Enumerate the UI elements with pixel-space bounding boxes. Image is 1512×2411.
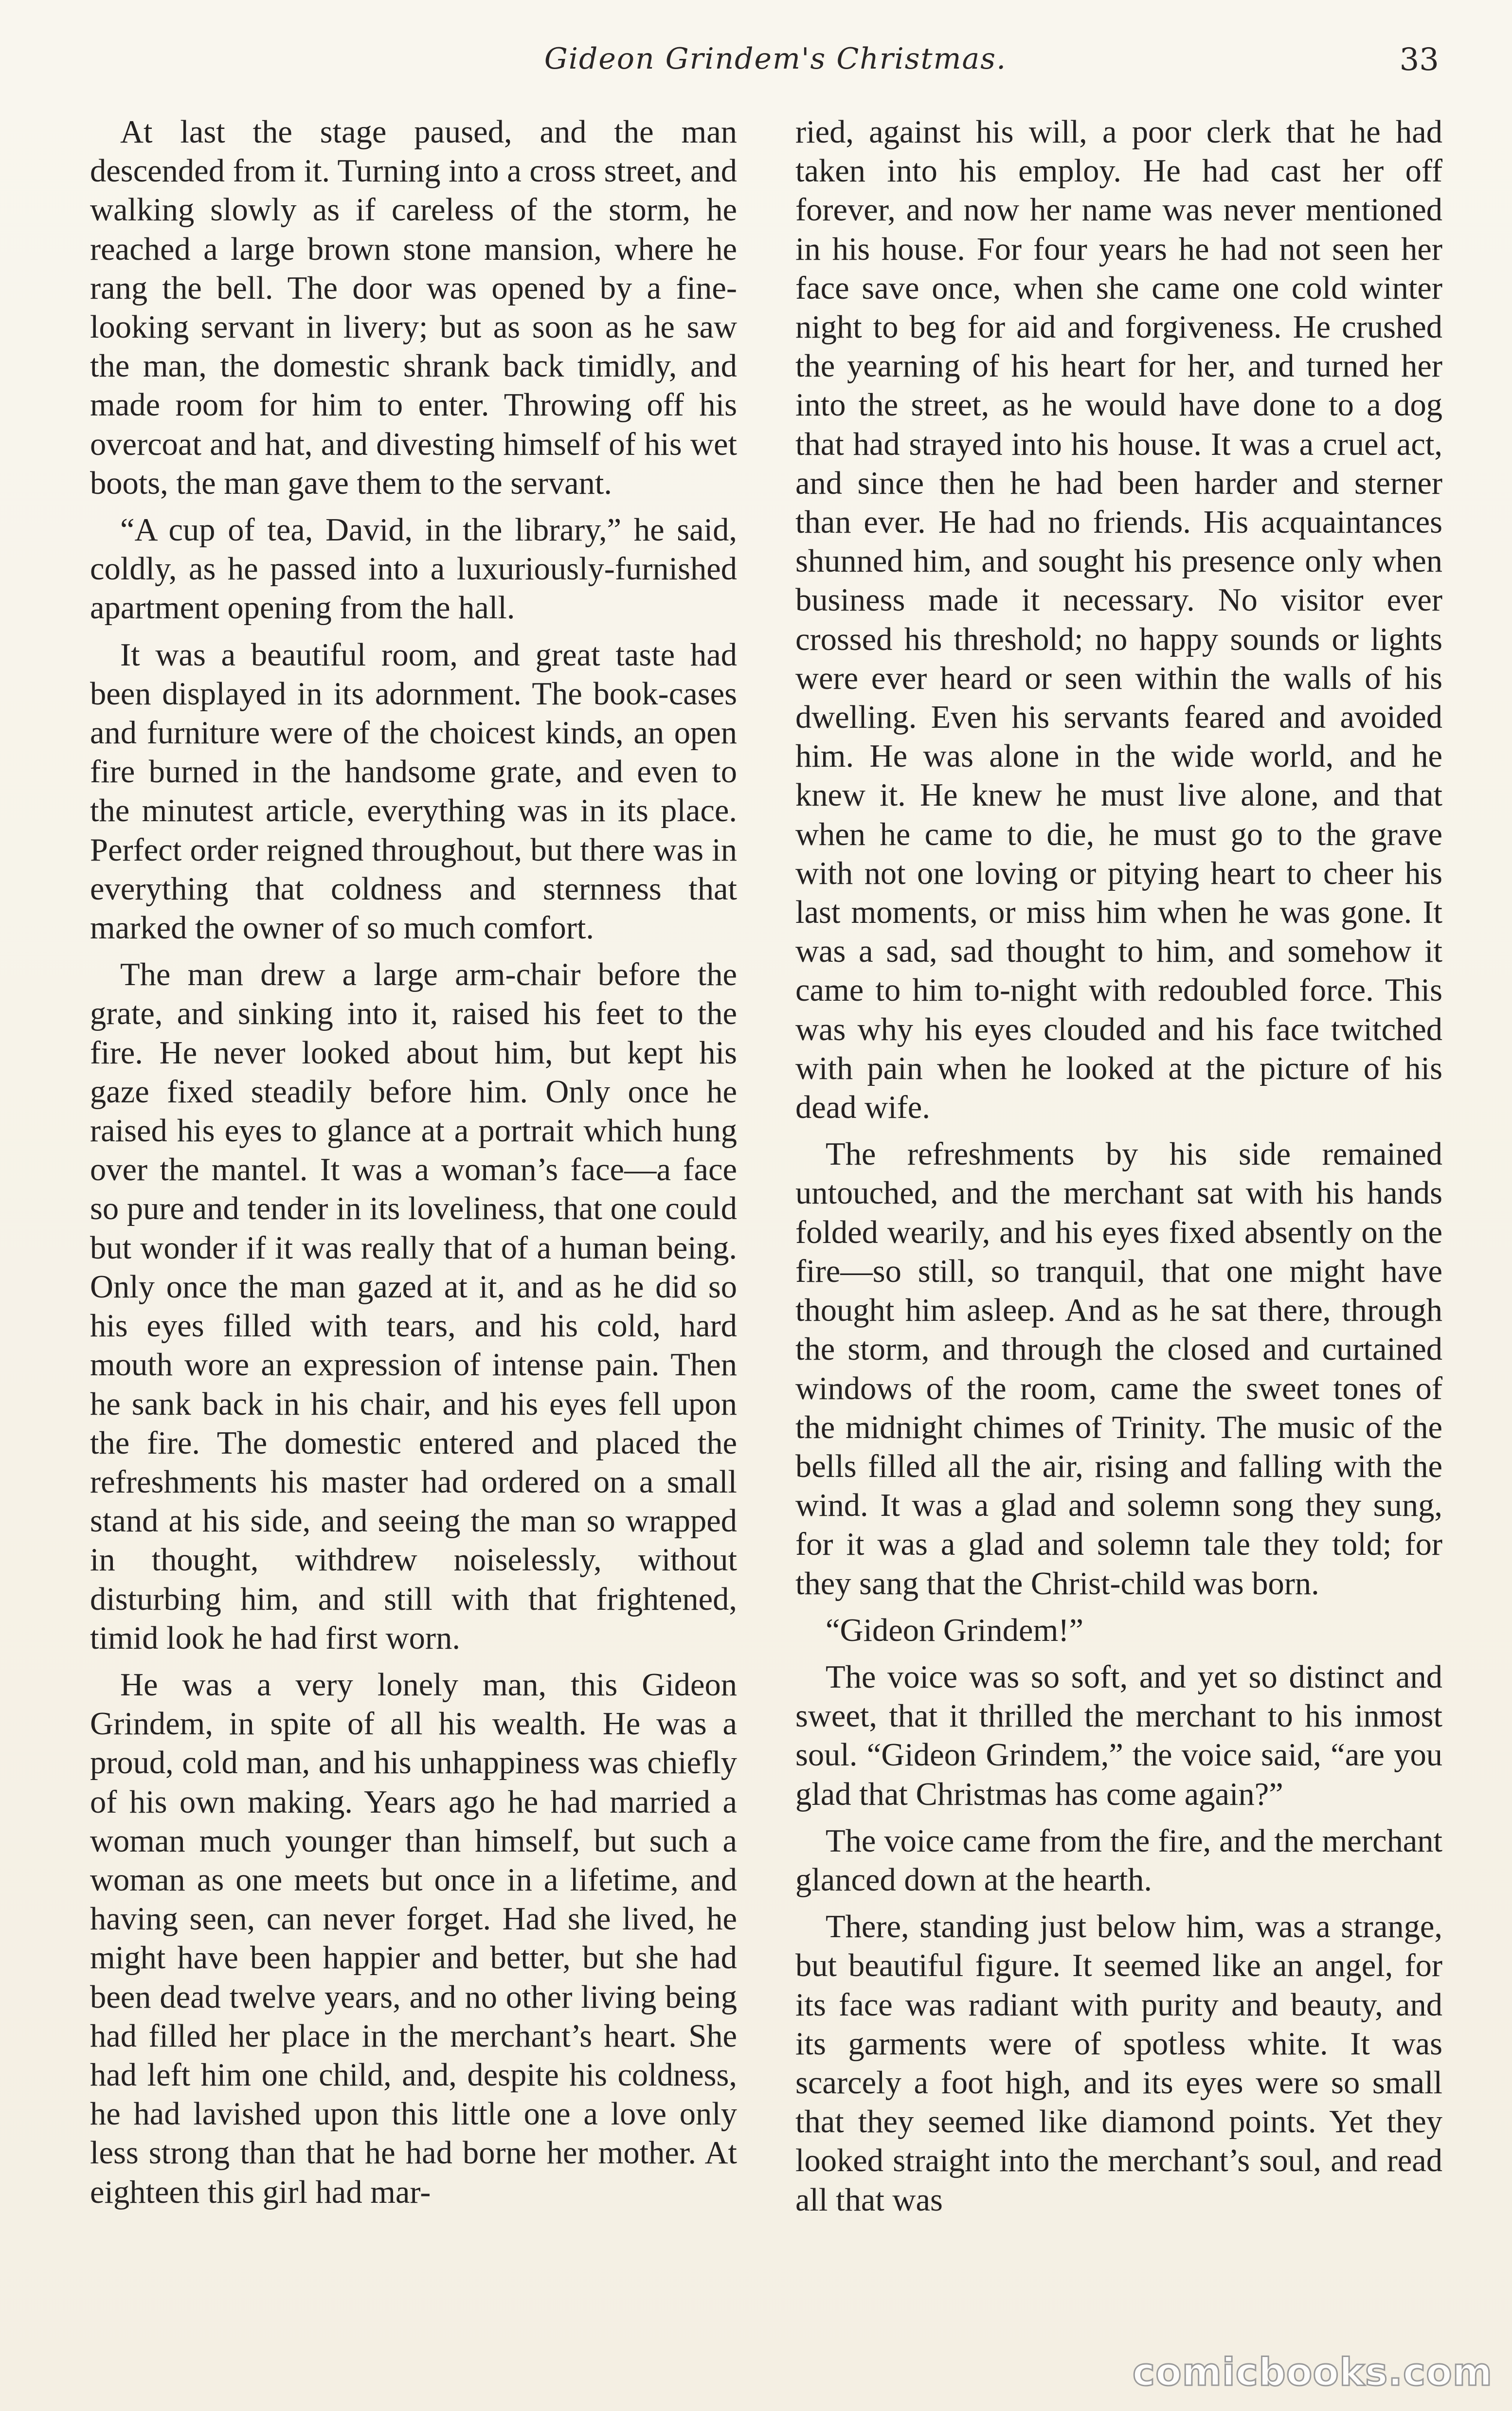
text-columns xyxy=(90,113,1442,2351)
right-column xyxy=(795,113,1442,2351)
dialogue-line: “Gideon Grindem!” xyxy=(826,1612,1083,1648)
site-watermark: comicbooks.com xyxy=(1132,2351,1493,2394)
left-column xyxy=(90,113,737,2351)
paragraph: “A cup of tea, David, in the library,” he said, coldly, as he passed into a luxuriously-furnished apartment opening from the hall. xyxy=(90,512,737,626)
paragraph: It was a beautiful room, and great taste had been displayed in its adornment. The book-cases and furniture were of the choicest kinds, an open fire burned in the handsome grate, and even to the minutest article, everything was in its place. Perfect order reigned throughout, but there was in everything that coldness and sternness that marked the owner of so much comfort. xyxy=(90,637,737,946)
paragraph: The refreshments by his side remained untouched, and the merchant sat with his hands folded wearily, and his eyes fixed absently on the fire—so still, so tranquil, that one might have thought him asleep. And as he sat there, through the storm, and through the closed and curtained windows of the room, came the sweet tones of the midnight chimes of Trinity. The music of the bells filled all the air, rising and falling with the wind. It was a glad and solemn song they sung, for it was a glad and solemn tale they told; for they sang that the Christ-child was born. xyxy=(795,1136,1442,1601)
paragraph: There, standing just below him, was a strange, but beautiful figure. It seemed like an angel, for its face was radiant with purity and beauty, and its garments were of spotless white. It was scarcely a foot high, and its eyes were so small that they seemed like diamond points. Yet they looked straight into the merchant’s soul, and read all that was xyxy=(795,1909,1442,2218)
running-title: Gideon Grindem's Christmas. xyxy=(544,42,1007,76)
paragraph: The man drew a large arm-chair before the grate, and sinking into it, raised his feet to the fire. He never looked about him, but kept his gaze fixed steadily before him. Only once he raised his eyes to glance at a portrait which hung over the mantel. It was a woman’s face—a face so pure and tender in its loveliness, that one could but wonder if it was really that of a human being. Only once the man gazed at it, and as he did so his eyes filled with tears, and his cold, hard mouth wore an expression of intense pain. Then he sank back in his chair, and his eyes fell upon the fire. The domestic entered and placed the refreshments his master had ordered on a small stand at his side, and seeing the man so wrapped in thought, withdrew noiselessly, without disturbing him, and still with that frightened, timid look he had first worn. xyxy=(90,957,737,1656)
paragraph: The voice came from the fire, and the merchant glanced down at the hearth. xyxy=(795,1823,1442,1898)
paragraph-continued: ried, against his will, a poor clerk that he had taken into his employ. He had cast her off forever, and now her name was never mentioned in his house. For four years he had not seen her face save once, when she came one cold winter night to beg for aid and forgiveness. He crushed the yearning of his heart for her, and turned her into the street, as he would have done to a dog that had strayed into his house. It was a cruel act, and since then he had been harder and sterner than ever. He had no friends. His acquaintances shunned him, and sought his presence only when business made it necessary. No visitor ever crossed his threshold; no happy sounds or lights were ever heard or seen within the walls of his dwelling. Even his servants feared and avoided him. He was alone in the wide world, and he knew it. He knew he must live alone, and that when he came to die, he must go to the grave with not one loving or pitying heart to cheer his last moments, or miss him when he was gone. It was a sad, sad thought to him, and somehow it came to him to-night with redoubled force. This was why his eyes clouded and his face twitched with pain when he looked at the picture of his dead wife. xyxy=(795,114,1442,1126)
paragraph: At last the stage paused, and the man descended from it. Turning into a cross street, and walking slowly as if careless of the storm, he reached a large brown stone mansion, where he rang the bell. The door was opened by a fine-looking servant in livery; but as soon as he saw the man, the domestic shrank back timidly, and made room for him to enter. Throwing off his overcoat and hat, and divesting himself of his wet boots, the man gave them to the servant. xyxy=(90,114,737,501)
running-header xyxy=(112,38,1439,91)
page-number: 33 xyxy=(1399,42,1439,78)
paragraph: The voice was so soft, and yet so distinct and sweet, that it thrilled the merchant to his inmost soul. “Gideon Grindem,” the voice said, “are you glad that Christmas has come again?” xyxy=(795,1659,1442,1812)
paragraph: He was a very lonely man, this Gideon Grindem, in spite of all his wealth. He was a proud, cold man, and his unhappiness was chiefly of his own making. Years ago he had married a woman much younger than himself, but such a woman as one meets but once in a lifetime, and having seen, can never forget. Had she lived, he might have been happier and better, but she had been dead twelve years, and no other living being had filled her place in the merchant’s heart. She had left him one child, and, despite his coldness, he had lavished upon this little one a love only less strong than that he had borne her mother. At eighteen this girl had mar- xyxy=(90,1667,737,2210)
